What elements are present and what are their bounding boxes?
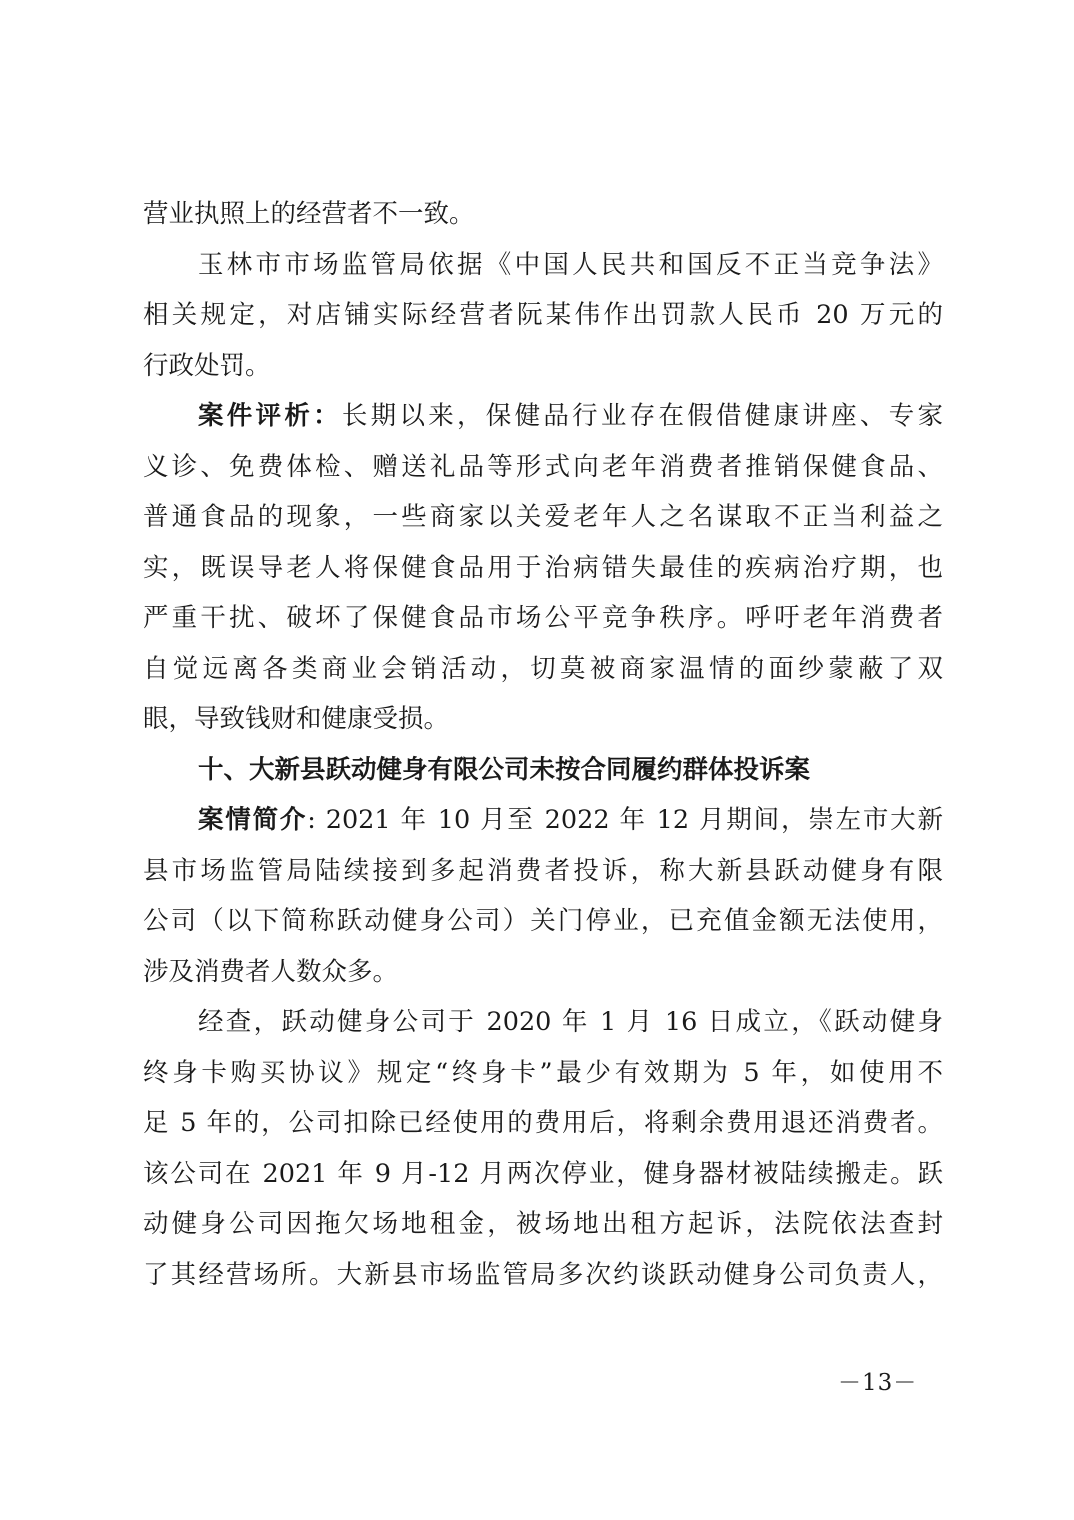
- text-line: 经查，跃动健身公司于 2020 年 1 月 16 日成立，《跃动健身: [198, 1007, 943, 1037]
- text-line: 实，既误导老人将保健食品用于治病错失最佳的疾病治疗期，也: [143, 552, 943, 583]
- text-line: 公司（以下简称跃动健身公司）关门停业，已充值金额无法使用，: [143, 906, 943, 936]
- text-line: 玉林市市场监管局依据《中国人民共和国反不正当竞争法》: [198, 249, 943, 280]
- text-line: 相关规定，对店铺实际经营者阮某伟作出罚款人民币 20 万元的: [143, 300, 943, 330]
- text-line: 涉及消费者人数众多。: [143, 956, 399, 987]
- text-line: 行政处罚。: [143, 350, 271, 381]
- text-line: 严重干扰、破坏了保健食品市场公平竞争秩序。呼吁老年消费者: [143, 603, 943, 633]
- body-text: [143, 189, 943, 1300]
- text-line: [143, 795, 943, 846]
- text-line: [143, 391, 943, 442]
- page-number: －13－: [838, 1370, 918, 1396]
- text-line: 眼，导致钱财和健康受损。: [143, 704, 450, 734]
- case-analysis-label: 案件评析：: [198, 401, 342, 431]
- section-heading: 十、大新县跃动健身有限公司未按合同履约群体投诉案: [198, 754, 811, 785]
- text-line: 营业执照上的经营者不一致。: [143, 199, 475, 229]
- text-line: 普通食品的现象，一些商家以关爱老年人之名谋取不正当利益之: [143, 502, 943, 532]
- text-line: 县市场监管局陆续接到多起消费者投诉，称大新县跃动健身有限: [143, 855, 943, 886]
- text-line: 了其经营场所。大新县市场监管局多次约谈跃动健身公司负责人，: [143, 1259, 943, 1290]
- case-summary-label: 案情简介: [198, 805, 308, 835]
- text-line: 终身卡购买协议》规定“终身卡”最少有效期为 5 年，如使用不: [143, 1057, 943, 1088]
- text-run: : 2021 年 10 月至 2022 年 12 月期间，崇左市大新: [307, 805, 943, 835]
- text-line: 动健身公司因拖欠场地租金，被场地出租方起诉，法院依法查封: [143, 1209, 943, 1239]
- text-line: 足 5 年的，公司扣除已经使用的费用后，将剩余费用退还消费者。: [143, 1108, 943, 1138]
- text-line: 义诊、免费体检、赠送礼品等形式向老年消费者推销保健食品、: [143, 451, 943, 482]
- text-line: 该公司在 2021 年 9 月-12 月两次停业，健身器材被陆续搬走。跃: [143, 1158, 943, 1189]
- text-run: 长期以来，保健品行业存在假借健康讲座、专家: [341, 401, 943, 431]
- text-line: 自觉远离各类商业会销活动，切莫被商家温情的面纱蒙蔽了双: [143, 653, 943, 684]
